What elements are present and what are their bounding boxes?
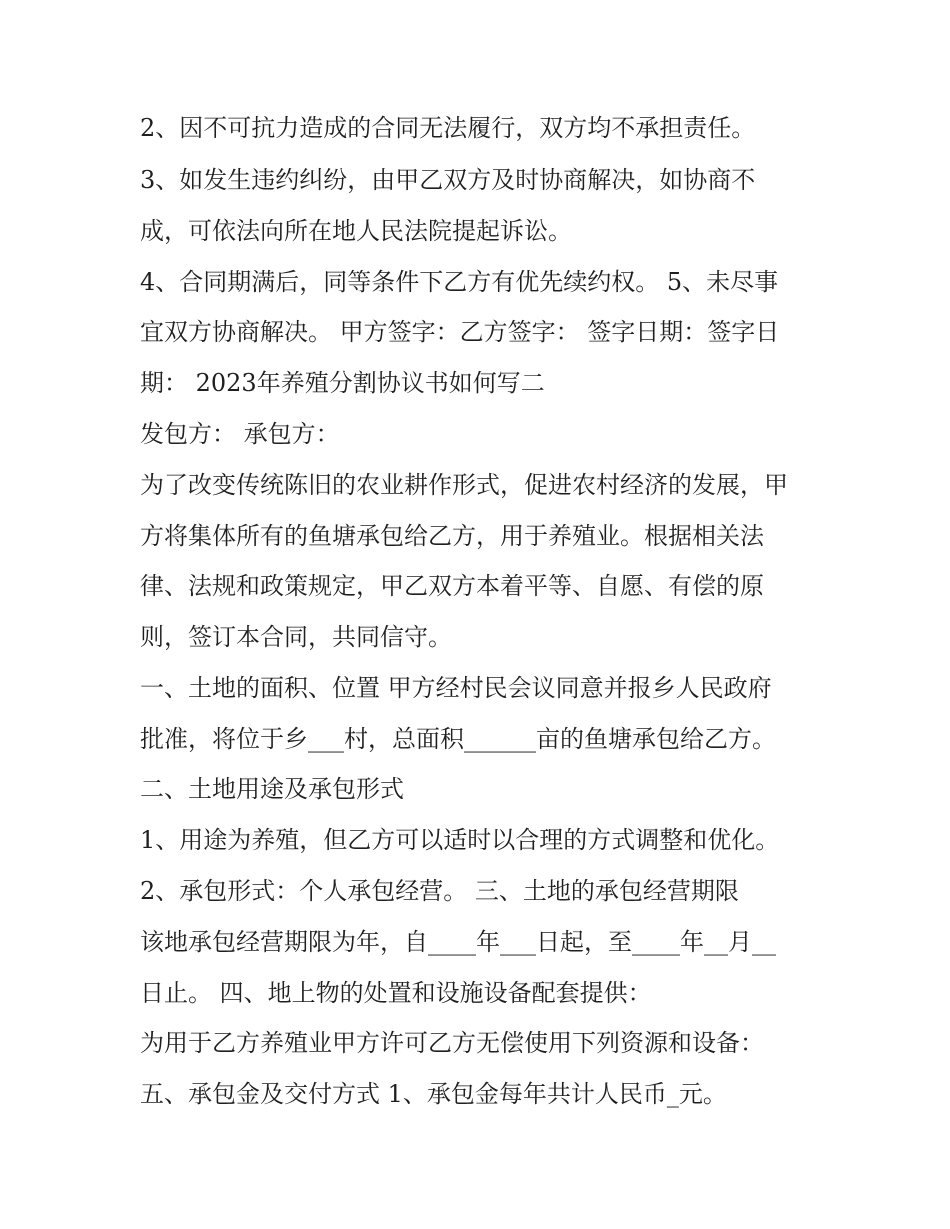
text-line: 日止。 四、地上物的处置和设施设备配套提供： xyxy=(140,979,652,1007)
text-line: 一、土地的面积、位置 甲方经村民会议同意并报乡人民政府 xyxy=(140,674,772,702)
text-line: 为用于乙方养殖业甲方许可乙方无偿使用下列资源和设备： xyxy=(140,1029,764,1057)
text-line: 二、土地用途及承包形式 xyxy=(140,775,404,803)
text-line: 4、合同期满后，同等条件下乙方有优先续约权。 5、未尽事 xyxy=(140,268,779,296)
text-line: 2、承包形式：个人承包经营。 三、土地的承包经营期限 xyxy=(140,877,739,905)
text-line: 3、如发生违约纠纷，由甲乙双方及时协商解决，如协商不 xyxy=(140,166,756,194)
text-line: 批准，将位于乡___村，总面积______亩的鱼塘承包给乙方。 xyxy=(140,725,776,753)
text-line: 宜双方协商解决。 甲方签字：乙方签字： 签字日期：签字日 xyxy=(140,318,780,346)
text-line: 期： 2023年养殖分割协议书如何写二 xyxy=(140,369,545,397)
text-line: 发包方： 承包方： xyxy=(140,420,340,448)
text-line: 1、用途为养殖，但乙方可以适时以合理的方式调整和优化。 xyxy=(140,826,780,854)
text-line: 律、法规和政策规定，甲乙双方本着平等、自愿、有偿的原 xyxy=(140,572,764,600)
text-line: 则，签订本合同，共同信守。 xyxy=(140,623,452,651)
text-line: 该地承包经营期限为年，自____年___日起，至____年__月__ xyxy=(140,928,776,956)
text-line: 方将集体所有的鱼塘承包给乙方，用于养殖业。根据相关法 xyxy=(140,522,764,550)
text-line: 五、承包金及交付方式 1、承包金每年共计人民币_元。 xyxy=(140,1080,727,1108)
text-line: 为了改变传统陈旧的农业耕作形式，促进农村经济的发展，甲 xyxy=(140,471,788,499)
text-line: 成，可依法向所在地人民法院提起诉讼。 xyxy=(140,217,572,245)
text-line: 2、因不可抗力造成的合同无法履行，双方均不承担责任。 xyxy=(140,114,756,142)
